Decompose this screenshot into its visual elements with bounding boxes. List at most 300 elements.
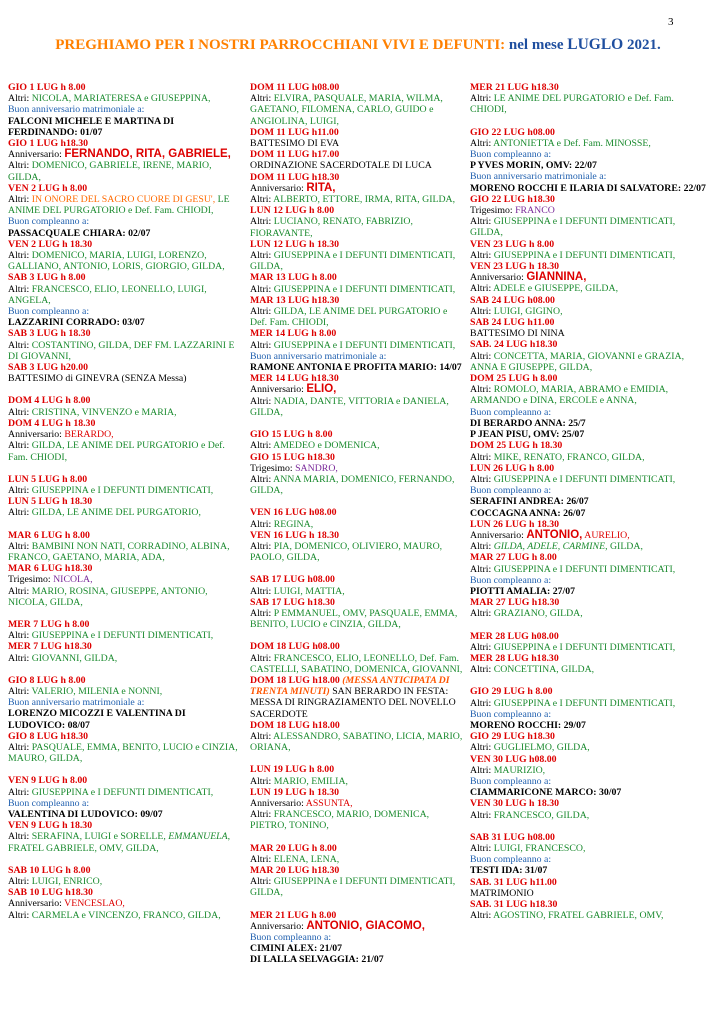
intention-names: EMMANUELA: [168, 831, 228, 843]
mass-date: DOM 11 LUG h08.00: [250, 82, 340, 93]
field-label: Anniversario:: [8, 149, 65, 161]
mass-date: GIO 22 LUG h18.30: [470, 193, 555, 205]
mass-date: MAR 6 LUG h 8.00: [8, 529, 90, 541]
field-label: Trigesimo:: [8, 574, 54, 586]
spacer: [8, 463, 242, 474]
greeting-heading: Buon compleanno a:: [470, 485, 552, 497]
intention-line: [8, 362, 242, 373]
intention-line: [470, 519, 706, 530]
intention-names: GIUSEPPINA e I DEFUNTI DIMENTICATI,: [493, 249, 676, 261]
intention-line: [250, 731, 464, 753]
mass-date: SAB 24 LUG h08.00: [470, 294, 555, 306]
mass-date: LUN 26 LUG h 8.00: [470, 462, 555, 474]
greeting-heading: Buon compleanno a:: [470, 406, 552, 418]
intention-line: [470, 910, 706, 921]
mass-date: SAB 17 LUG h18.30: [250, 596, 335, 608]
intention-line: [8, 820, 242, 831]
honoree-name: SERAFINI ANDREA: 26/07: [470, 496, 589, 508]
intention-line: [470, 474, 706, 485]
intention-line: [250, 474, 464, 496]
honoree-name: LAZZARINI CORRADO: 03/07: [8, 317, 145, 329]
field-label: Altri:: [8, 160, 32, 172]
intention-names: GIUSEPPINA e I DEFUNTI DIMENTICATI,: [493, 641, 676, 653]
field-label: Anniversario:: [470, 529, 527, 541]
intention-line: [250, 597, 464, 608]
mass-date: MAR 13 LUG h 8.00: [250, 272, 337, 284]
mass-date: SAB. 31 LUG h11.00: [470, 876, 557, 888]
intention-line: [470, 754, 706, 765]
mass-date: VEN 9 LUG h 18.30: [8, 820, 93, 832]
field-label: Altri:: [8, 741, 32, 753]
intentions-column-1: [8, 82, 242, 921]
intention-line: [250, 384, 464, 395]
intention-names: GIUSEPPINA e I DEFUNTI DIMENTICATI, GILDA,: [250, 876, 456, 899]
mass-date: VEN 16 LUG h08.00: [250, 507, 337, 519]
intention-names: ADELE e GIUSEPPE, GILDA,: [493, 283, 619, 295]
intention-names: DOMENICO, GABRIELE, IRENE, MARIO, GILDA,: [8, 160, 212, 183]
intention-line: [250, 172, 464, 183]
greeting-heading: Buon compleanno a:: [8, 216, 90, 228]
intention-line: [8, 775, 242, 786]
intention-line: [470, 776, 706, 787]
intention-line: [8, 373, 242, 384]
intention-line: [250, 608, 464, 630]
mass-date: LUN 5 LUG h 18.30: [8, 496, 93, 508]
intention-line: [470, 843, 706, 854]
intention-line: [470, 765, 706, 776]
intention-line: [8, 831, 242, 853]
intention-line: [8, 228, 242, 239]
intention-names: , FRATEL GABRIELE, OMV, GILDA,: [8, 831, 231, 854]
greeting-heading: Buon anniversario matrimoniale a:: [8, 104, 145, 116]
honoree-name: TESTI IDA: 31/07: [470, 865, 548, 877]
field-label: Altri:: [470, 473, 494, 485]
mass-date: DOM 25 LUG h 8.00: [470, 373, 558, 385]
mass-date: MER 21 LUG h18.30: [470, 82, 559, 93]
intention-line: [470, 171, 706, 182]
intention-names: CRISTINA, VINVENZO e MARIA,: [31, 406, 177, 418]
intention-line: [250, 854, 464, 865]
intention-names: GUGLIELMO, GILDA,: [493, 742, 590, 754]
spacer: [8, 764, 242, 775]
intention-names: LUIGI, MATTIA,: [273, 585, 345, 597]
intention-line: [8, 272, 242, 283]
field-label: Altri:: [470, 137, 494, 149]
mass-date: MAR 27 LUG h 8.00: [470, 552, 557, 564]
field-label: Altri:: [8, 283, 32, 295]
mass-date: LUN 5 LUG h 8.00: [8, 473, 88, 485]
intention-line: [8, 183, 242, 194]
mass-date: VEN 2 LUG h 18.30: [8, 238, 93, 250]
field-label: Altri:: [8, 540, 32, 552]
spacer: [250, 899, 464, 910]
field-label: Altri:: [250, 876, 274, 888]
field-label: Trigesimo:: [250, 462, 296, 474]
mass-date: LUN 12 LUG h 18.30: [250, 238, 339, 250]
mass-date: SAB 3 LUG h20.00: [8, 362, 89, 374]
field-label: Altri:: [470, 608, 494, 620]
greeting-heading: Buon compleanno a:: [470, 708, 552, 720]
mass-date: DOM 18 LUG h18.00: [250, 719, 340, 731]
field-label: Altri:: [250, 540, 274, 552]
anniversary-name: AURELIO,: [582, 529, 630, 541]
intention-names: ALBERTO, ETTORE, IRMA, RITA, GILDA,: [273, 194, 456, 206]
field-label: Altri:: [8, 406, 32, 418]
field-label: Altri:: [470, 641, 494, 653]
intention-line: [470, 810, 706, 821]
mass-date: MER 7 LUG h 8.00: [8, 618, 90, 630]
intention-line: [250, 586, 464, 597]
mass-date: MAR 6 LUG h18.30: [8, 563, 93, 575]
field-label: Altri:: [470, 664, 494, 676]
intention-names: GILDA, LE ANIME DEL PURGATORIO e Def. Fam. CHIODI,: [8, 440, 225, 463]
intention-line: [470, 731, 706, 742]
intention-names: CONCETTA, MARIA, GIOVANNI e GRAZIA, ANNA E GIUSEPPE, GILDA,: [470, 350, 685, 373]
intention-names: GIUSEPPINA e I DEFUNTI DIMENTICATI, GILDA,: [470, 216, 676, 239]
greeting-heading: Buon compleanno a:: [470, 574, 552, 586]
intention-names: GIOVANNI, GILDA,: [31, 652, 118, 664]
intention-line: [8, 563, 242, 574]
intention-line: [470, 564, 706, 575]
intention-line: [250, 373, 464, 384]
field-label: Altri:: [250, 809, 274, 821]
intention-line: [250, 865, 464, 876]
intention-line: [250, 943, 464, 954]
intention-line: [250, 809, 464, 831]
honoree-name: CIMINI ALEX: 21/07: [250, 943, 342, 955]
intention-line: [8, 530, 242, 541]
field-label: Altri:: [470, 249, 494, 261]
spacer: [250, 832, 464, 843]
intention-line: [250, 138, 464, 149]
honoree-name: LORENZO MICOZZI E VALENTINA DI LUDOVICO: 08/07: [8, 708, 186, 731]
field-label: Altri:: [8, 194, 32, 206]
intention-names: FRANCESCO, ELIO, LEONELLO, LUIGI, ANGELA,: [8, 283, 207, 306]
intention-line: [8, 653, 242, 664]
intention-names: GILDA, ADELE, CARMINE,: [493, 541, 608, 553]
intention-line: [8, 474, 242, 485]
intention-line: [470, 664, 706, 675]
intention-line: [8, 574, 242, 585]
heading-part: LUGLO: [567, 36, 624, 53]
intention-line: [250, 328, 464, 339]
intention-line: [470, 586, 706, 597]
intention-line: [8, 317, 242, 328]
intention-line: [8, 194, 242, 216]
intention-line: [8, 149, 242, 160]
intention-names: GIUSEPPINA e I DEFUNTI DIMENTICATI,: [31, 630, 214, 642]
greeting-heading: Buon anniversario matrimoniale a:: [250, 350, 387, 362]
intention-line: [250, 675, 464, 720]
intentions-column-2: [250, 82, 464, 966]
intention-names: ANTONIETTA e Def. Fam. MINOSSE,: [493, 137, 651, 149]
intention-line: [8, 507, 242, 518]
intention-line: [470, 239, 706, 250]
mass-date: VEN 30 LUG h 18.30: [470, 798, 559, 810]
intention-line: [250, 519, 464, 530]
intention-line: [8, 485, 242, 496]
intention-names: ALESSANDRO, SABATINO, LICIA, MARIO, ORIANA,: [250, 730, 463, 754]
intention-line: [470, 720, 706, 731]
spacer: [470, 620, 706, 631]
field-label: Anniversario:: [250, 384, 307, 396]
intention-names: FRANCESCO, ELIO, LEONELLO, Def. Fam. CASTELLI, SABATINO, DOMENICA, GIOVANNI,: [250, 652, 463, 675]
intention-line: [8, 496, 242, 507]
field-label: Altri:: [250, 473, 274, 485]
intention-line: [8, 697, 242, 708]
intention-names: ANNA MARIA, DOMENICO, FERNANDO, GILDA,: [250, 473, 455, 497]
spacer: [470, 675, 706, 686]
mass-date: MER 28 LUG h18.30: [470, 652, 559, 664]
heading-part: 2021.: [623, 37, 661, 53]
field-label: Altri:: [250, 775, 274, 787]
intention-line: [8, 250, 242, 272]
intention-line: [8, 429, 242, 440]
field-label: Anniversario:: [250, 920, 307, 932]
honoree-name: RAMONE ANTONIA E PROFITA MARIO: 14/07: [250, 362, 462, 374]
intention-line: [8, 708, 242, 730]
mass-date: SAB 17 LUG h08.00: [250, 574, 335, 586]
honoree-name: DI BERARDO ANNA: 25/7: [470, 417, 586, 429]
field-label: Altri:: [470, 809, 494, 821]
intention-line: [250, 82, 464, 93]
honoree-name: MORENO ROCCHI E ILARIA DI SALVATORE: 22/07: [470, 182, 706, 194]
intention-line: [470, 463, 706, 474]
intention-line: [8, 742, 242, 764]
intention-line: [470, 508, 706, 519]
intention-line: [470, 888, 706, 899]
mass-date: GIO 1 LUG h18.30: [8, 138, 89, 150]
anniversary-name: RITA,: [306, 181, 336, 194]
field-label: Altri:: [470, 697, 494, 709]
mass-date: LUN 19 LUG h 8.00: [250, 764, 335, 776]
field-label: Anniversario:: [250, 797, 306, 809]
anniversary-name: ELIO,: [306, 383, 337, 396]
field-label: Altri:: [250, 440, 274, 452]
mass-date: SAB 3 LUG h 8.00: [8, 272, 86, 284]
intention-names: LUCIANO, RENATO, FABRIZIO, FIORAVANTE,: [250, 216, 413, 239]
field-label: Altri:: [8, 831, 32, 843]
intention-line: [250, 429, 464, 440]
intention-names: FRANCESCO, MARIO, DOMENICA, PIETRO, TONINO,: [250, 809, 430, 832]
spacer: [250, 630, 464, 641]
intention-line: [250, 574, 464, 585]
intention-line: [470, 138, 706, 149]
field-label: Altri:: [250, 250, 274, 262]
intention-line: [470, 653, 706, 664]
intention-line: [250, 362, 464, 373]
field-label: Altri:: [470, 216, 494, 228]
event-text: BATTESIMO DI NINA: [470, 328, 565, 340]
field-label: Altri:: [250, 395, 274, 407]
intention-line: [250, 295, 464, 306]
greeting-heading: Buon anniversario matrimoniale a:: [8, 697, 145, 709]
intention-line: [8, 619, 242, 630]
intention-line: [8, 395, 242, 406]
intention-line: [250, 641, 464, 652]
mass-date: VEN 23 LUG h 18.30: [470, 261, 559, 273]
honoree-name: PIOTTI AMALIA: 27/07: [470, 585, 576, 597]
intention-names: GIUSEPPINA e I DEFUNTI DIMENTICATI,: [493, 473, 676, 485]
mass-date: SAB 10 LUG h18.30: [8, 887, 93, 899]
intention-names: CONCETTINA, GILDA,: [493, 664, 595, 676]
field-label: Altri:: [250, 283, 274, 295]
honoree-name: P YVES MORIN, OMV: 22/07: [470, 160, 597, 172]
intention-names: PIA, DOMENICO, OLIVIERO, MAURO, PAOLO, GILDA,: [250, 540, 443, 564]
intention-line: [470, 317, 706, 328]
intention-line: [470, 496, 706, 507]
spacer: [470, 821, 706, 832]
intention-line: [250, 776, 464, 787]
field-label: Altri:: [250, 194, 274, 206]
mass-date: MER 7 LUG h18.30: [8, 641, 92, 653]
anniversary-name: ANTONIO,: [526, 528, 583, 541]
mass-note: (MESSA ANTICIPATA DI TRENTA MINUTI): [250, 674, 450, 698]
field-label: Altri:: [250, 585, 274, 597]
field-label: Altri:: [250, 652, 274, 664]
intention-line: [470, 686, 706, 697]
intention-line: [250, 340, 464, 351]
mass-date: LUN 12 LUG h 8.00: [250, 205, 335, 217]
honoree-name: MORENO ROCCHI: 29/07: [470, 719, 586, 731]
field-label: Altri:: [470, 451, 494, 463]
field-label: Altri:: [8, 484, 32, 496]
intention-line: [470, 194, 706, 205]
mass-date: SAB 3 LUG h 18.30: [8, 328, 91, 340]
field-label: Anniversario:: [250, 182, 307, 194]
mass-date: DOM 4 LUG h 8.00: [8, 395, 91, 407]
intention-line: [8, 440, 242, 462]
mass-date: MAR 13 LUG h18.30: [250, 294, 340, 306]
intention-line: [470, 597, 706, 608]
intention-line: [250, 149, 464, 160]
intention-line: [470, 261, 706, 272]
intention-names: BAMBINI NON NATI, CORRADINO, ALBINA, FRANCO, GAETANO, MARIA, ADA,: [8, 540, 230, 563]
intention-line: [250, 507, 464, 518]
intention-line: [470, 272, 706, 283]
intention-line: [250, 194, 464, 205]
greeting-heading: Buon compleanno a:: [8, 306, 90, 318]
intention-line: [8, 630, 242, 641]
field-label: Altri:: [470, 910, 494, 922]
intention-line: [250, 653, 464, 675]
mass-date: GIO 15 LUG h 8.00: [250, 429, 333, 441]
intention-line: [8, 104, 242, 115]
intention-names: ELVIRA, PASQUALE, MARIA, WILMA, GAETANO, FILOMENA, CARLO, GUIDO e ANGIOLINA, LUIGI,: [250, 93, 443, 127]
anniversary-name: FERNANDO, RITA, GABRIELE,: [64, 148, 231, 161]
mass-date: MAR 20 LUG h18.30: [250, 865, 340, 876]
event-text: MATRIMONIO: [470, 887, 534, 899]
heading-part: nel mese: [505, 37, 568, 53]
intention-line: [8, 239, 242, 250]
intention-line: [8, 216, 242, 227]
intention-line: [470, 608, 706, 619]
intention-line: [250, 284, 464, 295]
mass-date: SAB. 31 LUG h18.30: [470, 899, 558, 911]
mass-date: VEN 9 LUG h 8.00: [8, 775, 88, 787]
field-label: Altri:: [8, 93, 32, 105]
trigesimo-name: NICOLA,: [53, 574, 93, 586]
intention-line: [250, 954, 464, 965]
intention-line: [250, 351, 464, 362]
field-label: Altri:: [470, 742, 494, 754]
honoree-name: FALCONI MICHELE E MARTINA DI FERDINANDO: 01/07: [8, 115, 175, 138]
field-label: Altri:: [250, 216, 274, 228]
intention-line: [250, 160, 464, 171]
intention-names: MIKE, RENATO, FRANCO, GILDA,: [493, 451, 645, 463]
intention-line: [8, 876, 242, 887]
intention-line: [470, 798, 706, 809]
mass-date: SAB 10 LUG h 8.00: [8, 864, 91, 876]
intention-names: DOMENICO, MARIA, LUIGI, LORENZO, GALLIANO, ANTONIO, LORIS, GIORGIO, GILDA,: [8, 250, 225, 273]
intention-line: [250, 843, 464, 854]
intention-names: GIUSEPPINA e I DEFUNTI DIMENTICATI,: [493, 697, 676, 709]
intention-names: GIUSEPPINA e I DEFUNTI DIMENTICATI,: [273, 339, 456, 351]
intention-line: [470, 295, 706, 306]
heading-part: PREGHIAMO PER I NOSTRI PARROCCHIANI VIVI E DEFUNTI:: [55, 37, 506, 53]
mass-date: GIO 22 LUG h08.00: [470, 126, 555, 138]
intention-line: [470, 82, 706, 93]
intention-line: [470, 575, 706, 586]
event-text: BATTESIMO di GINEVRA (SENZA Messa): [8, 373, 187, 385]
mass-date: VEN 30 LUG h08.00: [470, 753, 557, 765]
event-text: SAN BERARDO IN FESTA: MESSA DI RINGRAZIAMENTO DEL NOVELLO SACERDOTE: [250, 686, 456, 720]
field-label: Altri:: [8, 685, 32, 697]
special-intention: IN ONORE DEL SACRO CUORE DI GESU',: [31, 194, 216, 206]
field-label: Altri:: [250, 93, 274, 105]
intention-line: [8, 116, 242, 138]
mass-date: DOM 4 LUG h 18.30: [8, 417, 96, 429]
field-label: Altri:: [8, 876, 32, 887]
intention-names: LUIGI, GIGINO,: [493, 305, 563, 317]
intention-line: [8, 675, 242, 686]
intention-names: MAURIZIO,: [493, 764, 546, 776]
greeting-heading: Buon compleanno a:: [8, 797, 90, 809]
intention-line: [470, 351, 706, 373]
intention-line: [470, 631, 706, 642]
mass-date: DOM 18 LUG h08.00: [250, 641, 340, 653]
intention-line: [470, 709, 706, 720]
mass-date: VEN 23 LUG h 8.00: [470, 238, 555, 250]
intention-line: [8, 910, 242, 921]
field-label: Altri:: [470, 563, 494, 575]
intention-line: [250, 396, 464, 418]
intention-line: [470, 429, 706, 440]
field-label: Altri:: [250, 853, 274, 865]
intention-line: [250, 876, 464, 898]
honoree-name: CIAMMARICONE MARCO: 30/07: [470, 787, 622, 799]
intention-line: [470, 418, 706, 429]
intention-line: [470, 832, 706, 843]
intention-line: [250, 216, 464, 238]
intention-line: [250, 932, 464, 943]
intention-line: [250, 798, 464, 809]
anniversary-name: VENCESLAO,: [64, 898, 125, 910]
intention-line: [250, 127, 464, 138]
intention-line: [470, 250, 706, 261]
intention-line: [8, 809, 242, 820]
intention-names: ROMOLO, MARIA, ABRAMO e EMIDIA, ARMANDO e DINA, ERCOLE e ANNA,: [470, 384, 669, 407]
field-label: Altri:: [8, 630, 32, 642]
intention-line: [470, 183, 706, 194]
spacer: [8, 854, 242, 865]
intention-line: [8, 798, 242, 809]
field-label: Altri:: [250, 730, 274, 742]
intention-line: [470, 283, 706, 294]
intention-line: [470, 877, 706, 888]
honoree-name: PASSACQUALE CHIARA: 02/07: [8, 227, 151, 239]
intention-names: ELENA, LENA,: [273, 853, 340, 865]
